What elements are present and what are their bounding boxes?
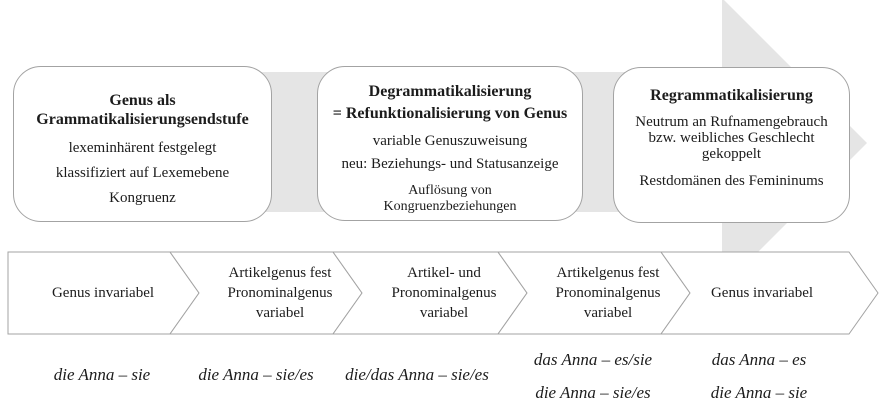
chevron-label-2 <box>190 252 370 334</box>
chevron-label-line: Genus invariabel <box>51 285 155 301</box>
stage-title-line: Genus als <box>109 92 176 109</box>
stage-body-line: Neutrum an Rufnamengebrauch <box>635 114 828 130</box>
stage-body-line: gekoppelt <box>701 146 762 162</box>
chevron-label-5 <box>672 252 852 334</box>
example-5 <box>664 343 854 409</box>
example-line: die Anna – sie <box>53 365 151 384</box>
stage-body <box>14 136 271 211</box>
stage-title-line: Grammatikalisierungsendstufe <box>36 111 249 128</box>
chevron-label-line: Pronominalgenus <box>391 285 497 301</box>
example-line: das Anna – es/sie <box>533 350 653 369</box>
stage-title <box>614 86 849 106</box>
example-line: die Anna – sie <box>710 383 808 402</box>
stage-body-line: Kongruenz <box>109 190 176 206</box>
chevron-label-line: Genus invariabel <box>710 285 814 301</box>
stage-body <box>614 114 849 162</box>
stage-subnote-line: Auflösung von <box>408 183 492 198</box>
stage-footer-line: Restdomänen des Femininums <box>639 173 824 189</box>
chevron-label-line: Pronominalgenus <box>227 285 333 301</box>
example-line: die/das Anna – sie/es <box>345 365 489 384</box>
example-3 <box>322 362 512 388</box>
stage-body <box>318 130 582 176</box>
stage-subnote-line: Kongruenzbeziehungen <box>383 199 517 214</box>
example-line: das Anna – es <box>711 350 807 369</box>
stage-body-line: lexeminhärent festgelegt <box>68 140 217 156</box>
stage-box-genus-endstufe <box>13 66 272 222</box>
stage-title <box>318 81 582 125</box>
stage-title-line: = Refunktionalisierung von Genus <box>332 105 568 122</box>
stage-footer <box>614 172 849 190</box>
stage-box-regrammatikalisierung <box>613 67 850 223</box>
stage-body-line: klassifiziert auf Lexemebene <box>55 165 230 181</box>
example-line: die Anna – sie/es <box>535 383 651 402</box>
stage-body-line: neu: Beziehungs- und Statusanzeige <box>341 156 559 172</box>
chevron-label-line: Artikel- und <box>407 265 481 281</box>
stage-title <box>14 91 271 129</box>
chevron-label-3 <box>354 252 534 334</box>
stage-box-degrammatikalisierung <box>317 66 583 221</box>
chevron-label-line: Artikelgenus fest <box>556 265 660 281</box>
stage-title-line: Regrammatikalisierung <box>650 87 813 104</box>
chevron-label-4 <box>518 252 698 334</box>
chevron-label-line: variabel <box>419 305 469 321</box>
chevron-label-1 <box>13 252 193 334</box>
chevron-label-line: Pronominalgenus <box>555 285 661 301</box>
stage-body-line: variable Genuszuweisung <box>372 133 528 149</box>
stage-body-line: bzw. weibliches Geschlecht <box>648 130 815 146</box>
example-line: die Anna – sie/es <box>198 365 314 384</box>
stage-title-line: Degrammatikalisierung <box>368 83 532 100</box>
chevron-label-line: Artikelgenus fest <box>228 265 332 281</box>
stage-subnote <box>318 183 582 215</box>
chevron-label-line: variabel <box>255 305 305 321</box>
example-4 <box>498 343 688 409</box>
chevron-label-line: variabel <box>583 305 633 321</box>
